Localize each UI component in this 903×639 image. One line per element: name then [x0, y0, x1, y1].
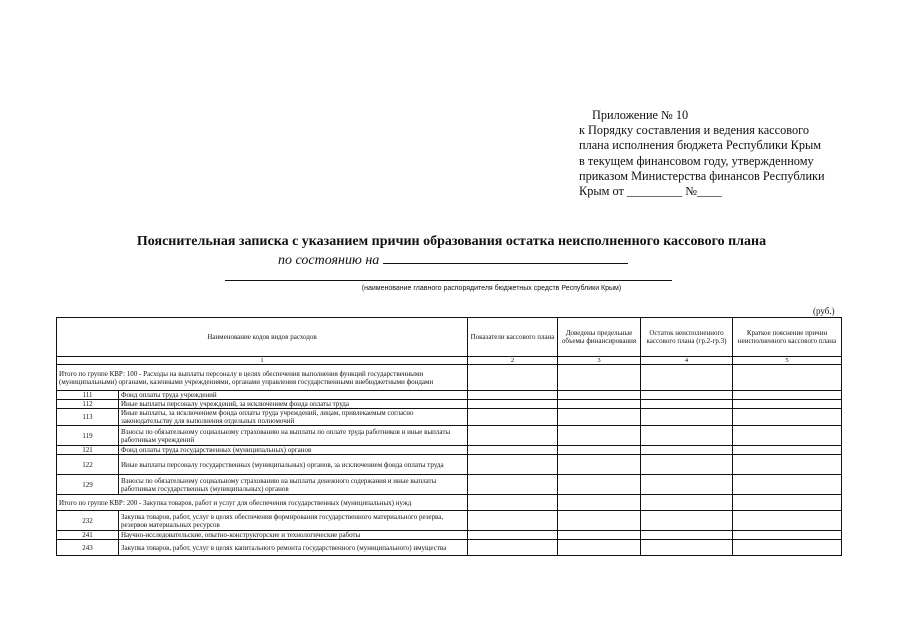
value-cell[interactable] — [468, 446, 558, 455]
value-cell[interactable] — [733, 531, 842, 540]
value-cell[interactable] — [733, 400, 842, 409]
appendix-line: к Порядку составления и ведения кассового — [579, 123, 810, 138]
kvr-name: Взносы по обязательному социальному страхованию на выплаты по оплате труда работников и иные выплаты работникам учреждений — [119, 426, 468, 446]
value-cell[interactable] — [641, 475, 733, 495]
org-name-line — [225, 280, 672, 281]
value-cell[interactable] — [468, 540, 558, 556]
table-row — [57, 391, 842, 400]
kvr-code: 122 — [57, 455, 119, 475]
header-cell: Доведены предельные объемы финансирования — [558, 318, 641, 357]
appendix-line: Приложение № 10 — [592, 108, 689, 122]
table-row — [57, 475, 842, 495]
table-header-row — [57, 318, 842, 357]
value-cell[interactable] — [468, 495, 558, 511]
value-cell[interactable] — [733, 426, 842, 446]
appendix-line: в текущем финансовом году, утвержденному — [579, 153, 814, 168]
column-number: 2 — [468, 357, 558, 365]
column-number: 4 — [641, 357, 733, 365]
column-number: 5 — [733, 357, 842, 365]
value-cell[interactable] — [641, 540, 733, 556]
value-cell[interactable] — [468, 531, 558, 540]
kvr-name: Фонд оплаты труда учреждений — [119, 391, 468, 400]
table-row — [57, 531, 842, 540]
appendix-line: приказом Министерства финансов Республики — [579, 168, 825, 183]
value-cell[interactable] — [733, 495, 842, 511]
subtitle-text: по состоянию на — [278, 253, 380, 268]
value-cell[interactable] — [558, 400, 641, 409]
kvr-name: Иные выплаты персоналу учреждений, за исключением фонда оплаты труда — [119, 400, 468, 409]
kvr-name: Фонд оплаты труда государственных (муниципальных) органов — [119, 446, 468, 455]
value-cell[interactable] — [558, 495, 641, 511]
value-cell[interactable] — [641, 365, 733, 391]
value-cell[interactable] — [558, 426, 641, 446]
document-title: Пояснительная записка с указанием причин образования остатка неисполненного кассового плана — [136, 234, 767, 249]
appendix-block — [579, 108, 825, 199]
header-cell: Наименование кодов видов расходов — [57, 318, 468, 357]
value-cell[interactable] — [641, 426, 733, 446]
value-cell[interactable] — [733, 365, 842, 391]
value-cell[interactable] — [641, 391, 733, 400]
appendix-line: плана исполнения бюджета Республики Крым — [579, 138, 822, 153]
currency-unit: (руб.) — [813, 306, 835, 316]
value-cell[interactable] — [558, 531, 641, 540]
value-cell[interactable] — [558, 475, 641, 495]
value-cell[interactable] — [641, 446, 733, 455]
value-cell[interactable] — [558, 391, 641, 400]
date-blank-line — [383, 252, 628, 264]
kvr-code: 113 — [57, 409, 119, 426]
appendix-line: Крым от _________ №____ — [579, 184, 722, 199]
table-row — [57, 400, 842, 409]
table-row — [57, 455, 842, 475]
kvr-code: 232 — [57, 511, 119, 531]
kvr-code: 111 — [57, 391, 119, 400]
value-cell[interactable] — [641, 531, 733, 540]
value-cell[interactable] — [468, 426, 558, 446]
kvr-name: Взносы по обязательному социальному страхованию на выплаты денежного содержания и иные выплаты работникам государственных (муниципальных) органов — [119, 475, 468, 495]
kvr-name: Закупка товаров, работ, услуг в целях обеспечения формирования государственного материального резерва, резервов материальных ресурсов — [119, 511, 468, 531]
value-cell[interactable] — [641, 495, 733, 511]
kvr-code: 119 — [57, 426, 119, 446]
value-cell[interactable] — [733, 446, 842, 455]
value-cell[interactable] — [733, 475, 842, 495]
kvr-name: Научно-исследовательские, опытно-конструкторские и технологические работы — [119, 531, 468, 540]
value-cell[interactable] — [558, 455, 641, 475]
value-cell[interactable] — [558, 446, 641, 455]
value-cell[interactable] — [641, 511, 733, 531]
value-cell[interactable] — [641, 400, 733, 409]
column-number-row — [57, 357, 842, 365]
header-cell: Остаток неисполненного кассового плана (гр.2-гр.3) — [641, 318, 733, 357]
value-cell[interactable] — [733, 455, 842, 475]
kvr-name: Иные выплаты персоналу государственных (муниципальных) органов, за исключением фонда оплаты труда — [119, 455, 468, 475]
value-cell[interactable] — [558, 540, 641, 556]
header-cell: Показатели кассового плана — [468, 318, 558, 357]
value-cell[interactable] — [733, 511, 842, 531]
value-cell[interactable] — [468, 400, 558, 409]
kvr-name: Иные выплаты, за исключением фонда оплаты труда учреждений, лицам, привлекаемым согласно законодательству для выполнения отдельных полномочий — [119, 409, 468, 426]
document-subtitle — [278, 252, 628, 269]
value-cell[interactable] — [468, 455, 558, 475]
value-cell[interactable] — [733, 409, 842, 426]
table-row — [57, 365, 842, 391]
value-cell[interactable] — [468, 475, 558, 495]
value-cell[interactable] — [733, 391, 842, 400]
table-row — [57, 426, 842, 446]
group-name: Итого по группе КВР: 200 - Закупка товаров, работ и услуг для обеспечения государственных (муниципальных) нужд — [57, 495, 468, 511]
table-row — [57, 511, 842, 531]
value-cell[interactable] — [468, 391, 558, 400]
value-cell[interactable] — [468, 511, 558, 531]
kvr-code: 121 — [57, 446, 119, 455]
header-cell: Краткое пояснение причин неисполненного кассового плана — [733, 318, 842, 357]
table-row — [57, 495, 842, 511]
org-name-caption: (наименование главного распорядителя бюджетных средств Республики Крым) — [361, 285, 622, 292]
table-row — [57, 540, 842, 556]
column-number: 3 — [558, 357, 641, 365]
kvr-name: Закупка товаров, работ, услуг в целях капитального ремонта государственного (муниципального) имущества — [119, 540, 468, 556]
value-cell[interactable] — [558, 409, 641, 426]
report-table — [56, 317, 842, 556]
table-row — [57, 446, 842, 455]
value-cell[interactable] — [641, 409, 733, 426]
kvr-code: 112 — [57, 400, 119, 409]
value-cell[interactable] — [468, 365, 558, 391]
table-row — [57, 409, 842, 426]
value-cell[interactable] — [641, 455, 733, 475]
value-cell[interactable] — [468, 409, 558, 426]
value-cell[interactable] — [733, 540, 842, 556]
value-cell[interactable] — [558, 511, 641, 531]
kvr-code: 129 — [57, 475, 119, 495]
value-cell[interactable] — [558, 365, 641, 391]
kvr-code: 241 — [57, 531, 119, 540]
column-number: 1 — [57, 357, 468, 365]
kvr-code: 243 — [57, 540, 119, 556]
group-name: Итого по группе КВР: 100 - Расходы на выплаты персоналу в целях обеспечения выполнения функций государственными (муниципальными) органами, казенными учреждениями, органами управления государственными внебюджетными фондами — [57, 365, 468, 391]
